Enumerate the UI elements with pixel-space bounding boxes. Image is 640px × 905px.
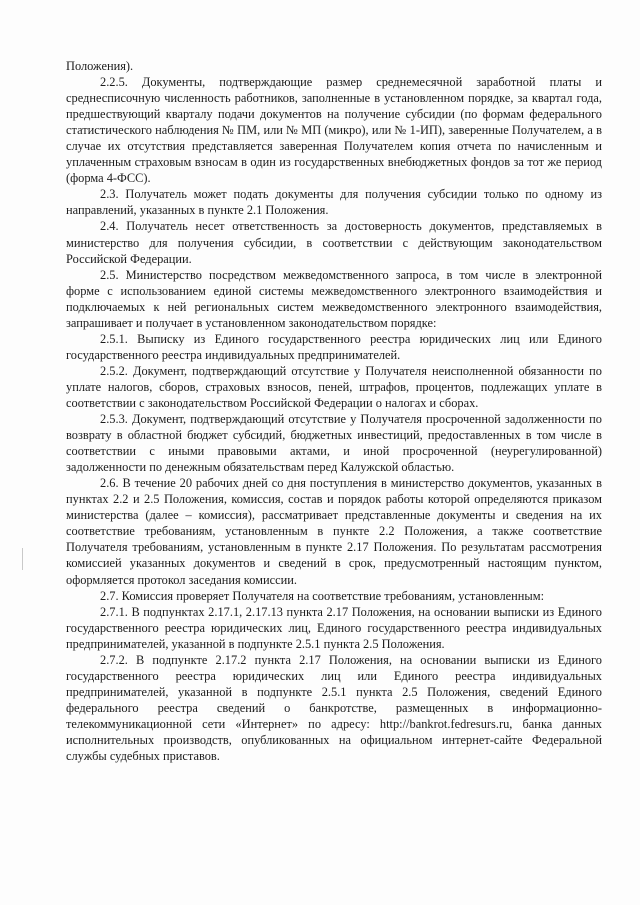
paragraph-2-5-3: 2.5.3. Документ, подтверждающий отсутствие у Получателя просроченной задолженности по возврату в областной бюджет субсидий, бюджетных инвестиций, предоставленных в том числе в соответствии с иными правовыми актами, и иной просроченной (неурегулированной) задолженности по денежным обязательствам перед Калужской областью. (66, 412, 602, 475)
paragraph-2-7: 2.7. Комиссия проверяет Получателя на соответствие требованиям, установленным: (100, 588, 545, 603)
paragraph-continuation: Положения). (66, 59, 134, 73)
paragraph-2-3: 2.3. Получатель может подать документы для получения субсидии только по одному из направлений, указанных в пункте 2.1 Положения. (66, 187, 602, 218)
scan-mark (22, 548, 23, 570)
document-body (66, 58, 602, 764)
paragraph-2-6: 2.6. В течение 20 рабочих дней со дня поступления в министерство документов, указанных в пунктах 2.2 и 2.5 Положения, комиссия, состав и порядок работы которой определяются приказом министерства (далее – комиссия), рассматривает представленные документы и сведения на их соответствие требованиям, установленным в пункте 2.2 Положения, а также соответствие Получателя требованиям, установленным в пункте 2.17 Положения. По результатам рассмотрения комиссией указанных документов и сведений в срок, предусмотренный настоящим пунктом, оформляется протокол заседания комиссии. (66, 476, 602, 587)
paragraph-2-7-1: 2.7.1. В подпунктах 2.17.1, 2.17.13 пункта 2.17 Положения, на основании выписки из Единого государственного реестра юридических лиц, Единого государственного реестра индивидуальных предпринимателей, указанной в подпункте 2.5.1 пункта 2.5 Положения. (66, 604, 602, 651)
paragraph-2-5: 2.5. Министерство посредством межведомственного запроса, в том числе в электронной форме с использованием единой системы межведомственного электронного взаимодействия и подключаемых к ней региональных систем межведомственного электронного взаимодействия, запрашивает и получает в установленном законодательством порядке: (66, 267, 602, 330)
paragraph-2-4: 2.4. Получатель несет ответственность за достоверность документов, представляемых в министерство для получения субсидии, в соответствии с действующим законодательством Российской Федерации. (66, 219, 602, 266)
paragraph-2-5-2: 2.5.2. Документ, подтверждающий отсутствие у Получателя неисполненной обязанности по уплате налогов, сборов, страховых взносов, пеней, штрафов, процентов, подлежащих уплате в соответствии с законодательством Российской Федерации о налогах и сборах. (66, 363, 602, 410)
paragraph-2-2-5: 2.2.5. Документы, подтверждающие размер среднемесячной заработной платы и среднесписочную численность работников, заполненные в установленном порядке, за квартал года, предшествующий кварталу подачи документов на получение субсидии (по формам федерального статистического наблюдения № ПМ, или № МП (микро), или № 1-ИП), заверенные Получателем, а в случае их отсутствия представляется заверенная Получателем копия отчета по начисленным и уплаченным страховым взносам в один из государственных внебюджетных фондов за тот же период (форма 4-ФСС). (66, 75, 602, 186)
paragraph-2-7-2: 2.7.2. В подпункте 2.17.2 пункта 2.17 Положения, на основании выписки из Единого государственного реестра юридических лиц или Единого реестра индивидуальных предпринимателей, указанной в подпункте 2.5.1 пункта 2.5 Положения, сведений Единого федерального реестра сведений о банкротстве, размещенных в информационно-телекоммуникационной сети «Интернет» по адресу: http://bankrot.fedresurs.ru, банка данных исполнительных производств, опубликованных на официальном интернет-сайте Федеральной службы судебных приставов. (66, 652, 602, 764)
paragraph-2-5-1: 2.5.1. Выписку из Единого государственного реестра юридических лиц или Единого государственного реестра индивидуальных предпринимателей. (66, 331, 602, 362)
